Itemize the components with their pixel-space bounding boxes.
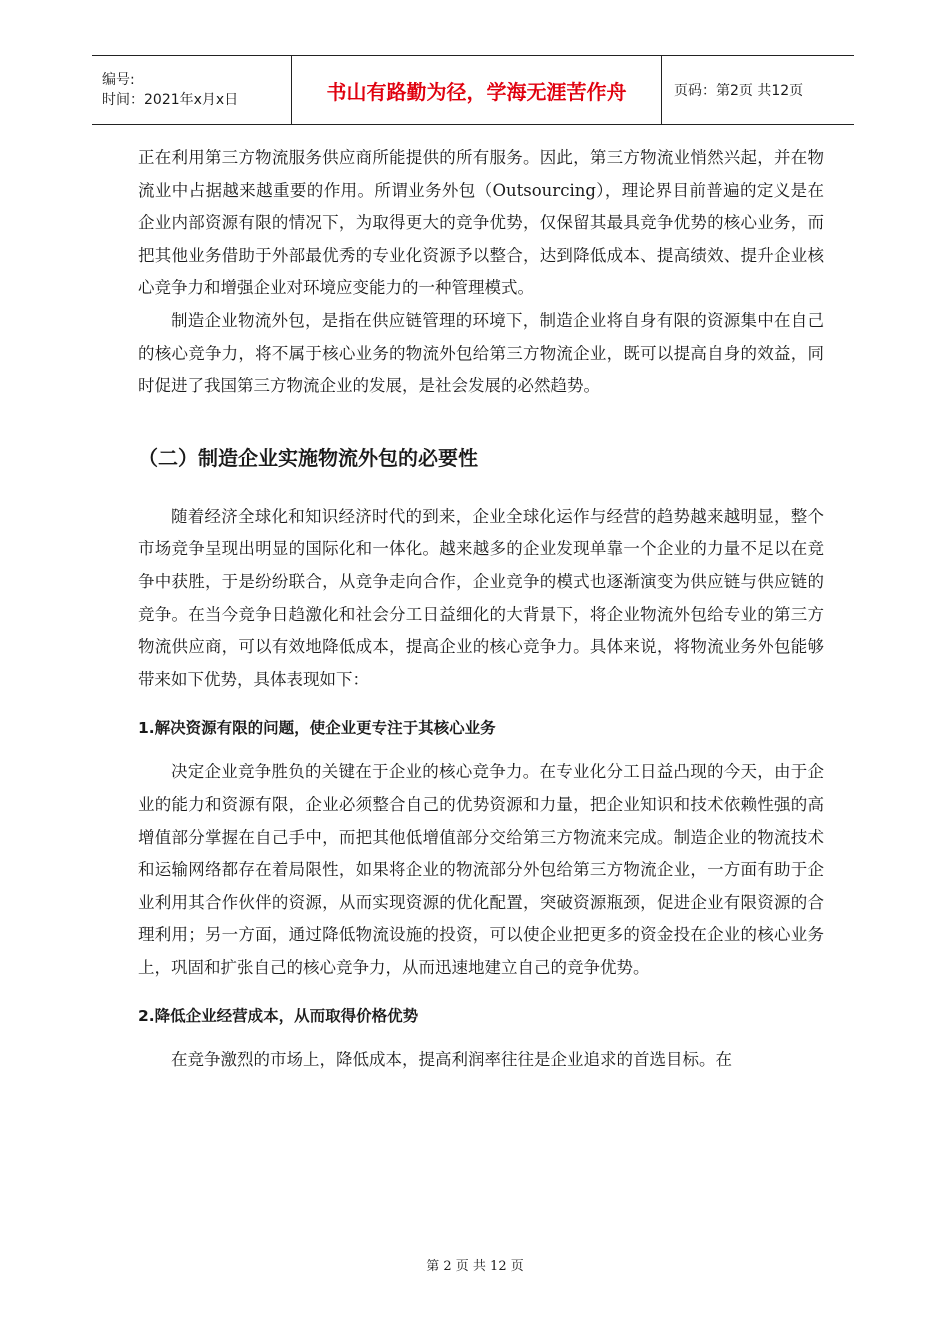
paragraph-4: 决定企业竞争胜负的关键在于企业的核心竞争力。在专业化分工日益凸现的今天，由于企业的能力和资源有限，企业必须整合自己的优势资源和力量，把企业知识和技术依赖性强的高增值部分掌握在自己手中，而把其他低增值部分交给第三方物流来完成。制造企业的物流技术和运输网络都存在着局限性，如果将企业的物流部分外包给第三方物流企业，一方面有助于企业利用其合作伙伴的资源，从而实现资源的优化配置，突破资源瓶颈，促进企业有限资源的合理利用；另一方面，通过降低物流设施的投资，可以使企业把更多的资金投在企业的核心业务上，巩固和扩张自己的核心竞争力，从而迅速地建立自己的竞争优势。: [138, 762, 824, 977]
page-footer: [0, 1255, 950, 1274]
footer-page-number: 第 2 页 共 12 页: [426, 1259, 524, 1274]
number-label: 编号:: [102, 72, 135, 88]
subheading-1: 1.解决资源有限的问题，使企业更专注于其核心业务: [138, 719, 496, 738]
paragraph-3: 随着经济全球化和知识经济时代的到来，企业全球化运作与经营的趋势越来越明显，整个市场竞争呈现出明显的国际化和一体化。越来越多的企业发现单靠一个企业的力量不足以在竞争中获胜，于是纷纷联合，从竞争走向合作，企业竞争的模式也逐渐演变为供应链与供应链的竞争。在当今竞争日趋激化和社会分工日益细化的大背景下，将企业物流外包给专业的第三方物流供应商，可以有效地降低成本，提高企业的核心竞争力。具体来说，将物流业务外包能够带来如下优势，具体表现如下：: [138, 506, 824, 689]
motto-text: 书山有路勤为径，学海无涯苦作舟: [326, 79, 627, 104]
time-label: 时间：2021年x月x日: [102, 92, 239, 108]
document-body: [138, 142, 824, 1077]
header-motto: [292, 56, 662, 124]
header-meta: [92, 56, 292, 124]
paragraph-2: 制造企业物流外包，是指在供应链管理的环境下，制造企业将自身有限的资源集中在自己的核心竞争力，将不属于核心业务的物流外包给第三方物流企业，既可以提高自身的效益，同时促进了我国第三方物流企业的发展，是社会发展的必然趋势。: [138, 310, 824, 396]
paragraph-5: 在竞争激烈的市场上，降低成本，提高利润率往往是企业追求的首选目标。在: [171, 1050, 732, 1070]
section-heading: （二）制造企业实施物流外包的必要性: [138, 445, 478, 470]
paragraph-1: 正在利用第三方物流服务供应商所能提供的所有服务。因此，第三方物流业悄然兴起，并在物流业中占据越来越重要的作用。所谓业务外包（Outsourcing），理论界目前普遍的定义是在企业内部资源有限的情况下，为取得更大的竞争优势，仅保留其最具竞争优势的核心业务，而把其他业务借助于外部最优秀的专业化资源予以整合，达到降低成本、提高绩效、提升企业核心竞争力和增强企业对环境应变能力的一种管理模式。: [138, 148, 824, 298]
header-page-info: [662, 56, 854, 124]
page-label: 页码：第2页 共12页: [674, 83, 804, 99]
subheading-2: 2.降低企业经营成本，从而取得价格优势: [138, 1007, 419, 1026]
page-header: [92, 55, 854, 125]
